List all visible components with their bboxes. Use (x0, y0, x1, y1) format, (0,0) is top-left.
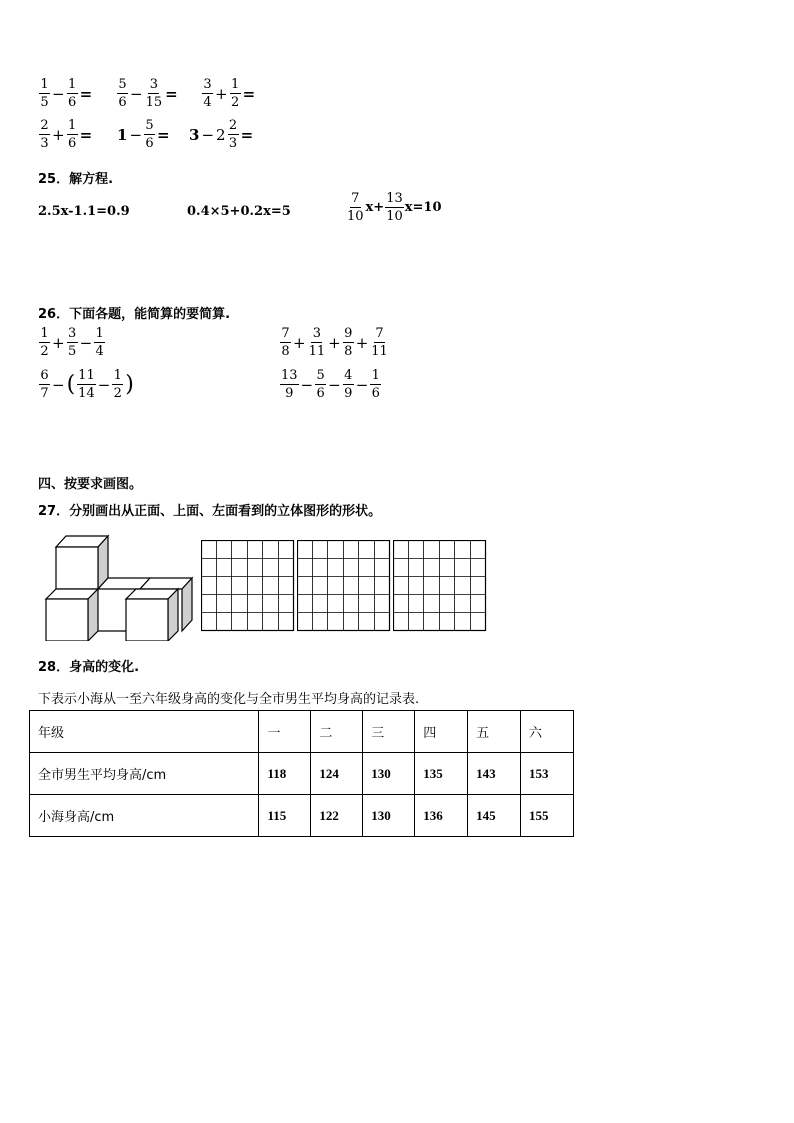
question-28-title: 28．身高的变化. (38, 660, 140, 675)
simplify-expression-3: $\frac{6}{7}$ − ( $\frac{11}{14}$ − $\frac{1}{2}$ ) (40, 368, 134, 401)
row-label: 全市男生平均身高/cm (30, 753, 259, 795)
section-4-title: 四、按要求画图。 (38, 477, 143, 492)
table-cell: 145 (468, 795, 521, 837)
table-header: 六 (521, 711, 574, 753)
equation-3: $\frac{7}{10}$ x+ $\frac{13}{10}$ x=10 (347, 191, 442, 224)
table-cell: 135 (415, 753, 468, 795)
fraction-expression-5: 1 − $\frac{5}{6}$ = (117, 118, 170, 151)
table-cell: 130 (363, 753, 415, 795)
table-header: 五 (468, 711, 521, 753)
table-cell: 155 (521, 795, 574, 837)
fraction-expression-1: $\frac{1}{5}$ − $\frac{1}{6}$ = (40, 77, 93, 110)
drawing-grid-front-view[interactable] (201, 540, 295, 632)
table-cell: 124 (311, 753, 363, 795)
table-cell: 118 (259, 753, 311, 795)
equation-1: 2.5x-1.1=0.9 (38, 204, 130, 219)
question-26-title: 26．下面各题，能简算的要简算. (38, 307, 231, 322)
table-cell: 136 (415, 795, 468, 837)
table-header: 一 (259, 711, 311, 753)
fraction-expression-6: 3 − 2 $\frac{2}{3}$ = (189, 118, 254, 151)
row-label: 小海身高/cm (30, 795, 259, 837)
height-record-table (29, 710, 574, 837)
equation-2: 0.4×5+0.2x=5 (187, 204, 291, 219)
table-row (30, 753, 574, 795)
table-header: 三 (363, 711, 415, 753)
table-row (30, 795, 574, 837)
table-cell: 130 (363, 795, 415, 837)
table-header-row (30, 711, 574, 753)
fraction-expression-2: $\frac{5}{6}$ − $\frac{3}{15}$ = (118, 77, 178, 110)
table-cell: 153 (521, 753, 574, 795)
cube-stack-figure (42, 533, 194, 641)
fraction-expression-4: $\frac{2}{3}$ + $\frac{1}{6}$ = (40, 118, 93, 151)
table-cell: 115 (259, 795, 311, 837)
simplify-expression-2: $\frac{7}{8}$ + $\frac{3}{11}$ + $\frac{9}{8}$ + $\frac{7}{11}$ (281, 326, 388, 359)
table-intro: 下表示小海从一至六年级身高的变化与全市男生平均身高的记录表. (38, 692, 420, 707)
simplify-expression-4: $\frac{13}{9}$ − $\frac{5}{6}$ − $\frac{4}{9}$ − $\frac{1}{6}$ (281, 368, 380, 401)
fraction-expression-3: $\frac{3}{4}$ + $\frac{1}{2}$ = (203, 77, 256, 110)
question-25-title: 25．解方程. (38, 172, 114, 187)
simplify-expression-1: $\frac{1}{2}$ + $\frac{3}{5}$ − $\frac{1}{4}$ (40, 326, 104, 359)
drawing-grid-top-view[interactable] (297, 540, 391, 632)
table-header: 二 (311, 711, 363, 753)
question-27-title: 27．分别画出从正面、上面、左面看到的立体图形的形状。 (38, 504, 382, 519)
drawing-grid-left-view[interactable] (393, 540, 487, 632)
table-cell: 122 (311, 795, 363, 837)
table-header: 四 (415, 711, 468, 753)
table-cell: 143 (468, 753, 521, 795)
table-header: 年级 (30, 711, 259, 753)
